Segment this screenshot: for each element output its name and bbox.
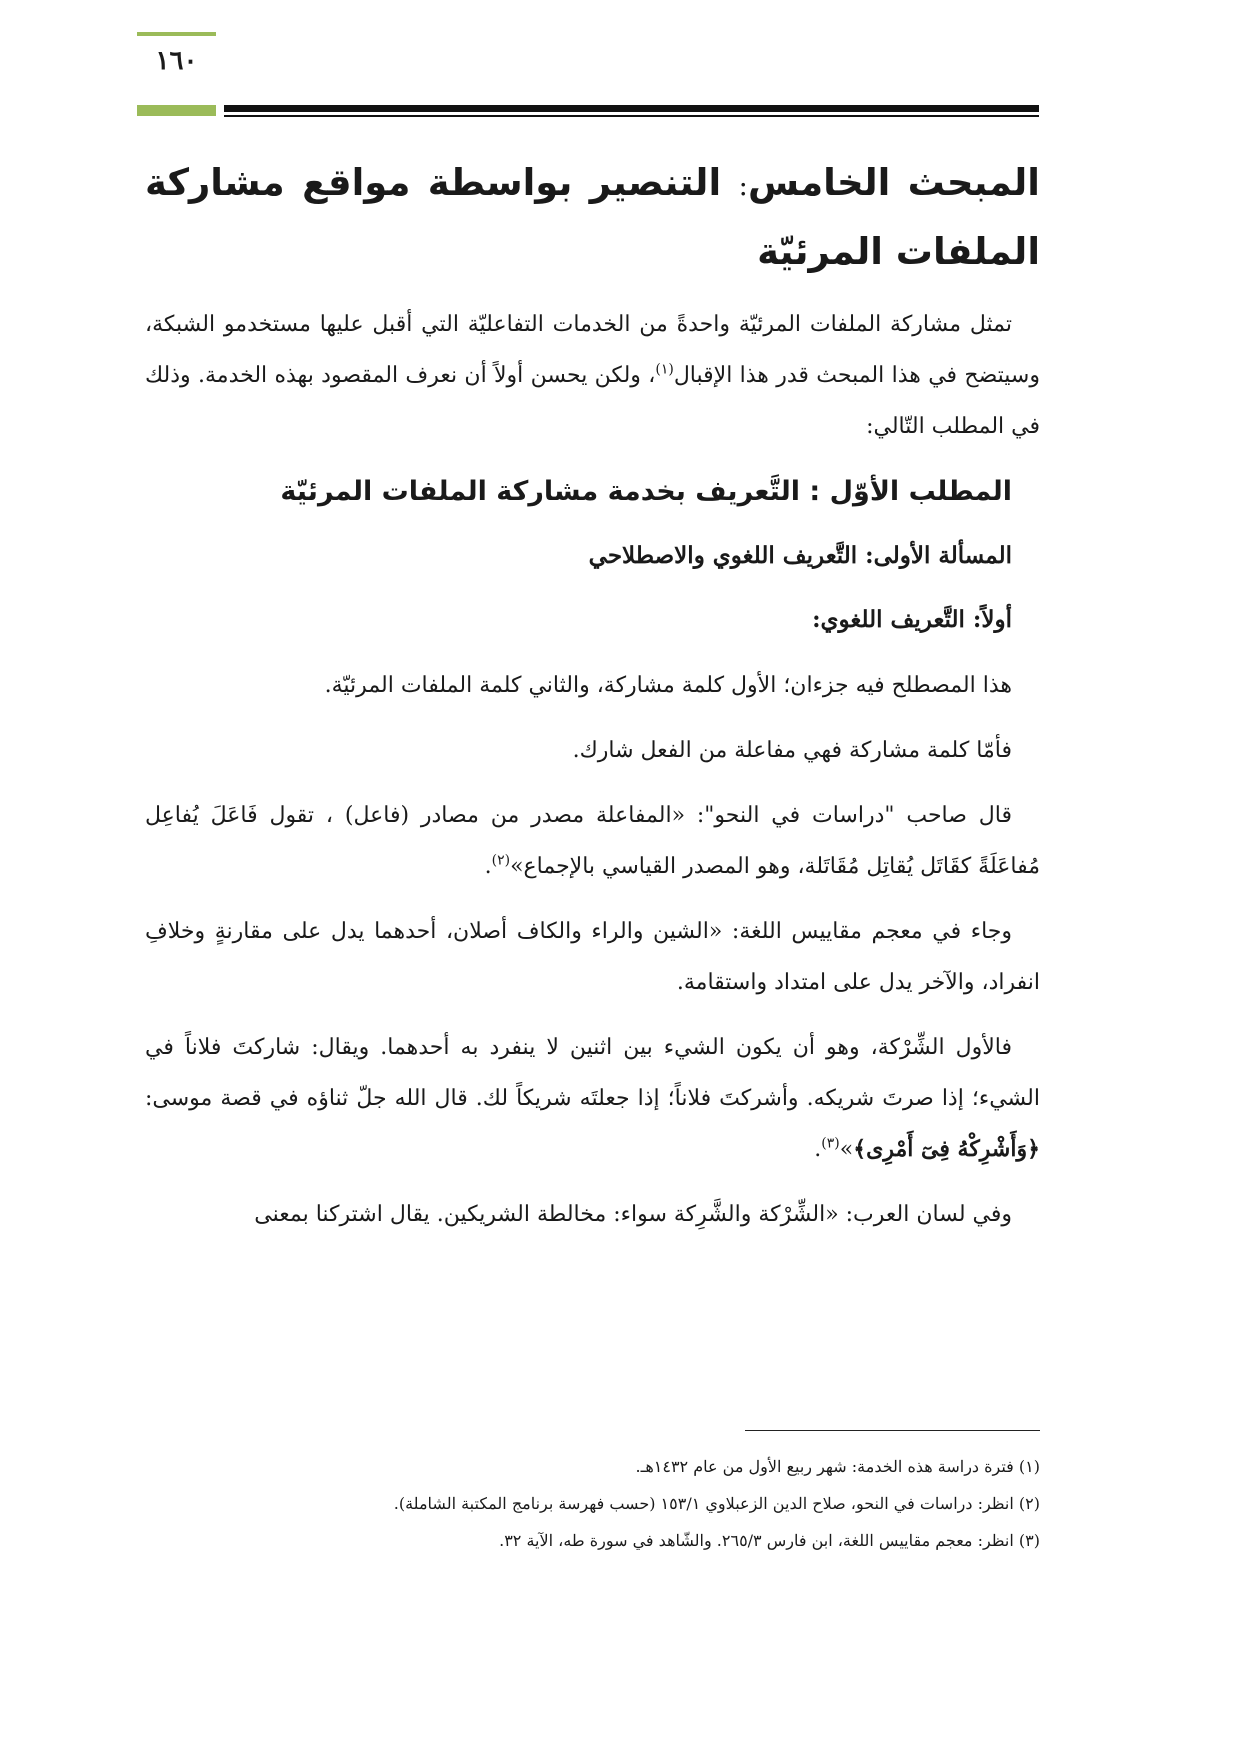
chapter-title-separator: : bbox=[738, 169, 748, 202]
footnote-ref-2: (٢) bbox=[491, 852, 511, 869]
paragraph-4: وجاء في معجم مقاييس اللغة: «الشين والراء والكاف أصلان، أحدهما يدل على مقارنةٍ وخلافِ انفراد، والآخر يدل على امتداد واستقامة. bbox=[145, 919, 1040, 995]
footnote-separator bbox=[745, 1430, 1040, 1431]
chapter-title-text: التنصير بواسطة مواقع مشاركة الملفات المرئيّة bbox=[145, 161, 1040, 273]
footnote-1: (١) فترة دراسة هذه الخدمة: شهر ربيع الأول من عام ١٤٣٢هـ. bbox=[635, 1457, 1040, 1476]
page-number: ١٦٠ bbox=[155, 46, 198, 76]
first-subtitle: أولاً: التَّعريف اللغوي: bbox=[812, 606, 1012, 633]
chapter-label: المبحث الخامس bbox=[747, 161, 1040, 204]
paragraph-6: وفي لسان العرب: «الشِّرْكة والشَّرِكة سواء: مخالطة الشريكين. يقال اشتركنا بمعنى bbox=[254, 1202, 1012, 1227]
footnote-2: (٢) انظر: دراسات في النحو، صلاح الدين الزعبلاوي ١٥٣/١ (حسب فهرسة برنامج المكتبة الشاملة). bbox=[393, 1494, 1040, 1513]
section-title: المطلب الأوّل : التَّعريف بخدمة مشاركة الملفات المرئيّة bbox=[280, 476, 1012, 507]
paragraph-5-text: فالأول الشِّرْكة، وهو أن يكون الشيء بين اثنين لا ينفرد به أحدهما. ويقال: شاركتَ فلاناً في الشيء؛ إذا صرتَ شريكه. وأشركتَ فلاناً؛ إذا جعلتَه شريكاً لك. قال الله جلّ ثناؤه في قصة موسى: bbox=[145, 1035, 1040, 1111]
paragraph-3 bbox=[145, 790, 1040, 892]
issue-title: المسألة الأولى: التَّعريف اللغوي والاصطلاحي bbox=[588, 542, 1012, 569]
paragraph-1: هذا المصطلح فيه جزءان؛ الأول كلمة مشاركة، والثاني كلمة الملفات المرئيّة. bbox=[324, 673, 1012, 698]
intro-paragraph bbox=[145, 299, 1040, 452]
footnote-3: (٣) انظر: معجم مقاييس اللغة، ابن فارس ٢٦٥/٣. والشّاهد في سورة طه، الآية ٣٢. bbox=[499, 1531, 1040, 1550]
footnote-ref-3: (٣) bbox=[821, 1135, 840, 1152]
page-header bbox=[0, 0, 1240, 130]
header-rule-thick bbox=[224, 105, 1039, 112]
paragraph-5-close: » bbox=[839, 1137, 854, 1162]
intro-text-after: ، ولكن يحسن أولاً أن نعرف المقصود بهذه الخدمة. وذلك في المطلب التّالي: bbox=[145, 363, 1040, 439]
paragraph-5 bbox=[145, 1022, 1040, 1175]
paragraph-3-end: . bbox=[484, 854, 492, 879]
paragraph-3-text: قال صاحب "دراسات في النحو": «المفاعلة مصدر من مصادر (فاعل) ، تقول فَاعَلَ يُفاعِل مُفاعَلَةً كقَاتَل يُقاتِل مُقَاتَلة، وهو المصدر القياسي بالإجماع» bbox=[145, 803, 1040, 879]
page-body bbox=[145, 150, 1040, 1254]
footnotes bbox=[145, 1448, 1040, 1559]
paragraph-2: فأمّا كلمة مشاركة فهي مفاعلة من الفعل شارك. bbox=[572, 738, 1012, 763]
header-accent-bar-bottom bbox=[137, 105, 216, 116]
intro-text-before: تمثل مشاركة الملفات المرئيّة واحدةً من الخدمات التفاعليّة التي أقبل عليها مستخدمو الشبكة، وسيتضح في هذا المبحث قدر هذا الإقبال bbox=[145, 312, 1040, 388]
footnote-ref-1: (١) bbox=[655, 361, 674, 378]
chapter-title bbox=[145, 150, 1040, 285]
header-accent-bar-top bbox=[137, 32, 216, 36]
paragraph-5-end: . bbox=[814, 1137, 822, 1162]
header-rule-thin bbox=[224, 115, 1039, 117]
quran-verse: ﴿وَأَشْرِكْهُ فِىٓ أَمْرِى﴾ bbox=[853, 1136, 1040, 1162]
